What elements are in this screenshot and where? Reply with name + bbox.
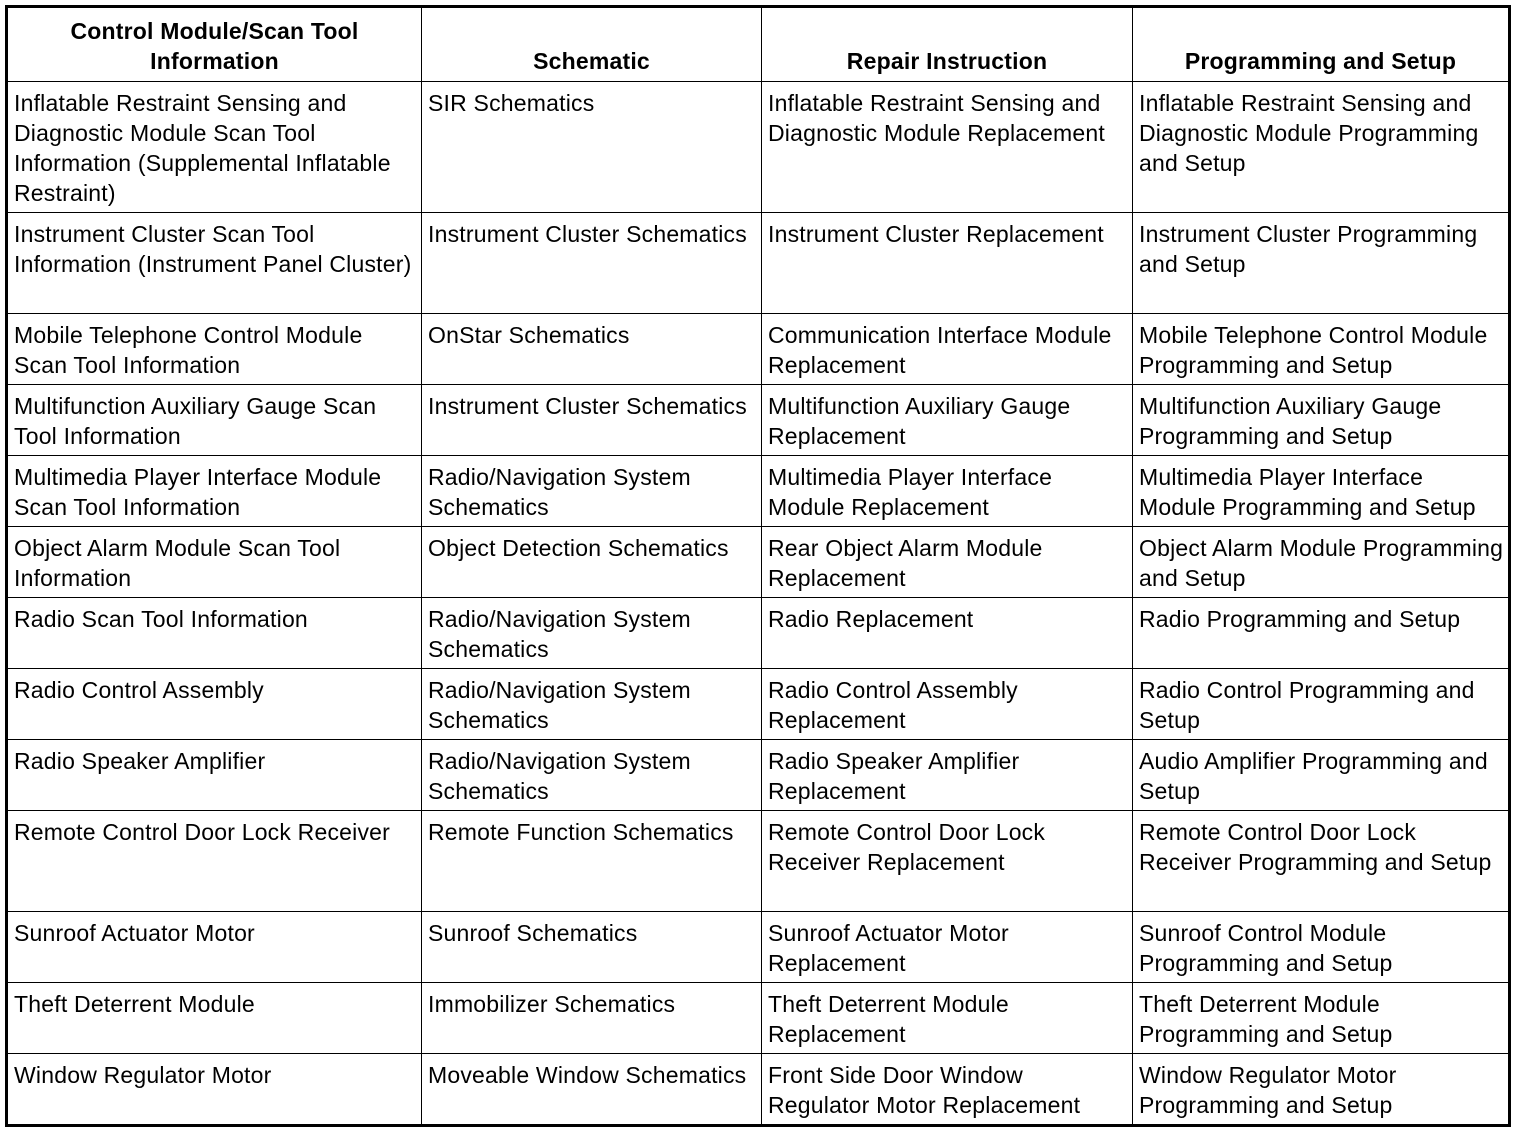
table-row: [7, 385, 1510, 456]
cell-repair-instruction: Instrument Cluster Replacement: [762, 213, 1133, 314]
table-row: [7, 82, 1510, 213]
cell-control-module: Sunroof Actuator Motor: [7, 912, 422, 983]
table-row: [7, 983, 1510, 1054]
cell-programming-setup: Inflatable Restraint Sensing and Diagnostic Module Programming and Setup: [1133, 82, 1510, 213]
cell-programming-setup: Multifunction Auxiliary Gauge Programming and Setup: [1133, 385, 1510, 456]
table-row: [7, 314, 1510, 385]
cell-schematic: Radio/Navigation System Schematics: [422, 740, 762, 811]
table-row: [7, 669, 1510, 740]
table-row: [7, 213, 1510, 314]
cell-schematic: Remote Function Schematics: [422, 811, 762, 912]
cell-schematic: Object Detection Schematics: [422, 527, 762, 598]
header-schematic: Schematic: [422, 7, 762, 82]
header-control-module: Control Module/Scan Tool Information: [7, 7, 422, 82]
header-programming-setup: Programming and Setup: [1133, 7, 1510, 82]
cell-repair-instruction: Rear Object Alarm Module Replacement: [762, 527, 1133, 598]
cell-programming-setup: Multimedia Player Interface Module Programming and Setup: [1133, 456, 1510, 527]
cell-repair-instruction: Radio Speaker Amplifier Replacement: [762, 740, 1133, 811]
cell-programming-setup: Mobile Telephone Control Module Programming and Setup: [1133, 314, 1510, 385]
table-row: [7, 912, 1510, 983]
cell-repair-instruction: Remote Control Door Lock Receiver Replacement: [762, 811, 1133, 912]
table-row: [7, 1054, 1510, 1126]
cell-control-module: Theft Deterrent Module: [7, 983, 422, 1054]
cell-schematic: Immobilizer Schematics: [422, 983, 762, 1054]
cell-schematic: Instrument Cluster Schematics: [422, 213, 762, 314]
cell-repair-instruction: Communication Interface Module Replacement: [762, 314, 1133, 385]
cell-control-module: Multifunction Auxiliary Gauge Scan Tool Information: [7, 385, 422, 456]
cell-schematic: Radio/Navigation System Schematics: [422, 598, 762, 669]
cell-programming-setup: Radio Programming and Setup: [1133, 598, 1510, 669]
cell-programming-setup: Window Regulator Motor Programming and Setup: [1133, 1054, 1510, 1126]
cell-repair-instruction: Sunroof Actuator Motor Replacement: [762, 912, 1133, 983]
table-row: [7, 598, 1510, 669]
cell-programming-setup: Sunroof Control Module Programming and Setup: [1133, 912, 1510, 983]
cell-programming-setup: Remote Control Door Lock Receiver Programming and Setup: [1133, 811, 1510, 912]
cell-programming-setup: Instrument Cluster Programming and Setup: [1133, 213, 1510, 314]
table-row: [7, 740, 1510, 811]
header-row: [7, 7, 1510, 82]
cell-schematic: Radio/Navigation System Schematics: [422, 456, 762, 527]
cell-programming-setup: Object Alarm Module Programming and Setup: [1133, 527, 1510, 598]
cell-schematic: Moveable Window Schematics: [422, 1054, 762, 1126]
cell-control-module: Multimedia Player Interface Module Scan Tool Information: [7, 456, 422, 527]
cell-schematic: Instrument Cluster Schematics: [422, 385, 762, 456]
cell-repair-instruction: Theft Deterrent Module Replacement: [762, 983, 1133, 1054]
cell-repair-instruction: Multimedia Player Interface Module Replacement: [762, 456, 1133, 527]
cell-schematic: SIR Schematics: [422, 82, 762, 213]
cell-control-module: Radio Speaker Amplifier: [7, 740, 422, 811]
cell-control-module: Object Alarm Module Scan Tool Information: [7, 527, 422, 598]
cell-repair-instruction: Multifunction Auxiliary Gauge Replacement: [762, 385, 1133, 456]
cell-programming-setup: Theft Deterrent Module Programming and Setup: [1133, 983, 1510, 1054]
cell-repair-instruction: Radio Replacement: [762, 598, 1133, 669]
cell-repair-instruction: Inflatable Restraint Sensing and Diagnostic Module Replacement: [762, 82, 1133, 213]
cell-control-module: Inflatable Restraint Sensing and Diagnostic Module Scan Tool Information (Supplemental Inflatable Restraint): [7, 82, 422, 213]
cell-programming-setup: Audio Amplifier Programming and Setup: [1133, 740, 1510, 811]
service-info-table: [5, 5, 1511, 1127]
table-row: [7, 527, 1510, 598]
cell-programming-setup: Radio Control Programming and Setup: [1133, 669, 1510, 740]
cell-repair-instruction: Radio Control Assembly Replacement: [762, 669, 1133, 740]
cell-schematic: OnStar Schematics: [422, 314, 762, 385]
cell-control-module: Remote Control Door Lock Receiver: [7, 811, 422, 912]
cell-control-module: Window Regulator Motor: [7, 1054, 422, 1126]
cell-control-module: Radio Control Assembly: [7, 669, 422, 740]
cell-schematic: Radio/Navigation System Schematics: [422, 669, 762, 740]
header-repair-instruction: Repair Instruction: [762, 7, 1133, 82]
cell-control-module: Radio Scan Tool Information: [7, 598, 422, 669]
table-row: [7, 456, 1510, 527]
cell-schematic: Sunroof Schematics: [422, 912, 762, 983]
cell-control-module: Instrument Cluster Scan Tool Information (Instrument Panel Cluster): [7, 213, 422, 314]
table-row: [7, 811, 1510, 912]
cell-repair-instruction: Front Side Door Window Regulator Motor Replacement: [762, 1054, 1133, 1126]
cell-control-module: Mobile Telephone Control Module Scan Tool Information: [7, 314, 422, 385]
